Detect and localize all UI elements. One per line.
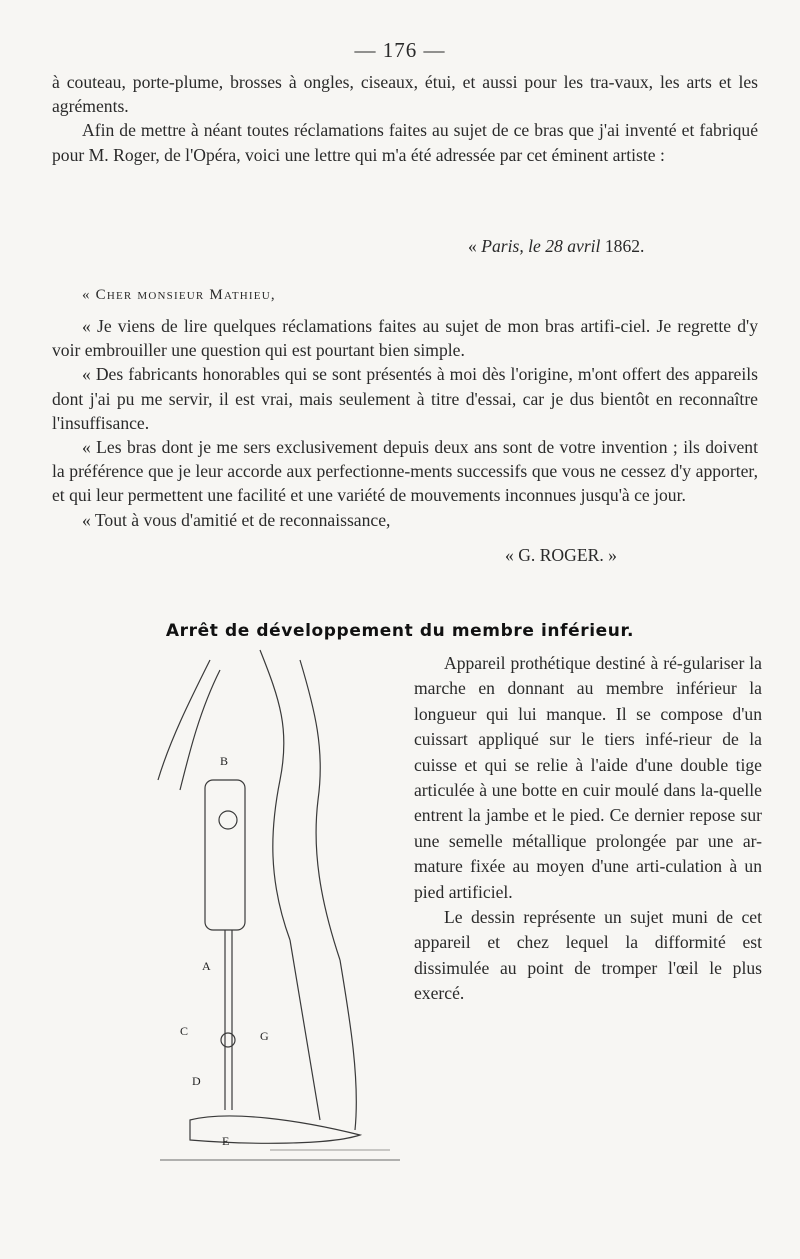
description-paragraph: Le dessin représente un sujet muni de cet appareil et chez lequel la difformité est dissimulée au point de tromper l'œil le plus exercé. [414, 907, 762, 1004]
figure-label-g: G [260, 1029, 269, 1043]
letter-dateline [468, 236, 644, 257]
intro-text [52, 70, 758, 167]
letter-paragraph: « Je viens de lire quelques réclamations faites au sujet de mon bras artifi-ciel. Je regrette d'y voir embrouiller une question qui est pourtant bien simple. [52, 316, 758, 361]
dateline-quote: « [468, 236, 482, 256]
leg-outline [340, 960, 356, 1130]
letter-body [52, 314, 758, 532]
dateline-place-date: Paris, le 28 avril [481, 236, 601, 256]
dateline-year: 1862. [600, 236, 645, 256]
thigh-outline [300, 660, 340, 960]
letter-signature: « G. ROGER. » [505, 545, 617, 565]
thigh-outline [260, 650, 290, 940]
figure-label-b: B [220, 754, 229, 768]
figure-description [414, 651, 762, 1007]
joint-knee [219, 811, 237, 829]
figure-label-c: C [180, 1024, 189, 1038]
skirt-fold-line [158, 660, 210, 780]
foot-outline [190, 1116, 360, 1143]
intro-paragraph: à couteau, porte-plume, brosses à ongles, ciseaux, étui, et aussi pour les tra-vaux, les arts et les agréments. [52, 72, 758, 117]
figure-label-d: D [192, 1074, 201, 1088]
page-number: — 176 — [354, 38, 446, 62]
prosthesis-illustration [150, 640, 410, 1190]
letter-paragraph: « Tout à vous d'amitié et de reconnaissance, [82, 509, 391, 530]
section-title: Arrêt de développement du membre inférieur. [165, 621, 635, 641]
intro-paragraph: Afin de mettre à néant toutes réclamations faites au sujet de ce bras que j'ai inventé et fabriqué pour M. Roger, de l'Opéra, voici une lettre qui m'a été adressée par cet éminent artiste : [52, 120, 758, 165]
thigh-cuff [205, 780, 245, 930]
figure-label-a: A [202, 959, 211, 973]
leg-outline [290, 940, 320, 1120]
letter-paragraph: « Des fabricants honorables qui se sont présentés à moi dès l'origine, m'ont offert des appareils dont j'ai pu me servir, il est vrai, mais seulement à titre d'essai, car je dus bientôt en reconnaître l'insuffisance. [52, 364, 758, 433]
joint-ankle [221, 1033, 235, 1047]
skirt-fold-line [180, 670, 220, 790]
figure-label-e: E [222, 1134, 230, 1148]
letter-paragraph: « Les bras dont je me sers exclusivement depuis deux ans sont de votre invention ; ils doivent la préférence que je leur accorde aux perfectionne-ments successifs que vous ne cessez d'y apporter, et qui leur permettent une facilité et une variété de mouvements inconnues jusqu'à ce jour. [52, 437, 758, 506]
description-paragraph: Appareil prothétique destiné à ré-gulariser la marche en donnant au membre inférieur la longueur qui lui manque. Il se compose d'un cuissart appliqué sur le tiers infé-rieur de la cuisse et qui se relie à l'aide d'une double tige articulée à une botte en cuir moulé dans la-quelle entrent la jambe et le pied. Ce dernier repose sur une semelle métallique prolongée par une ar-mature fixée au moyen d'une arti-culation à un pied artificiel. [414, 653, 762, 902]
letter-salutation: « Cher monsieur Mathieu, [82, 287, 276, 303]
